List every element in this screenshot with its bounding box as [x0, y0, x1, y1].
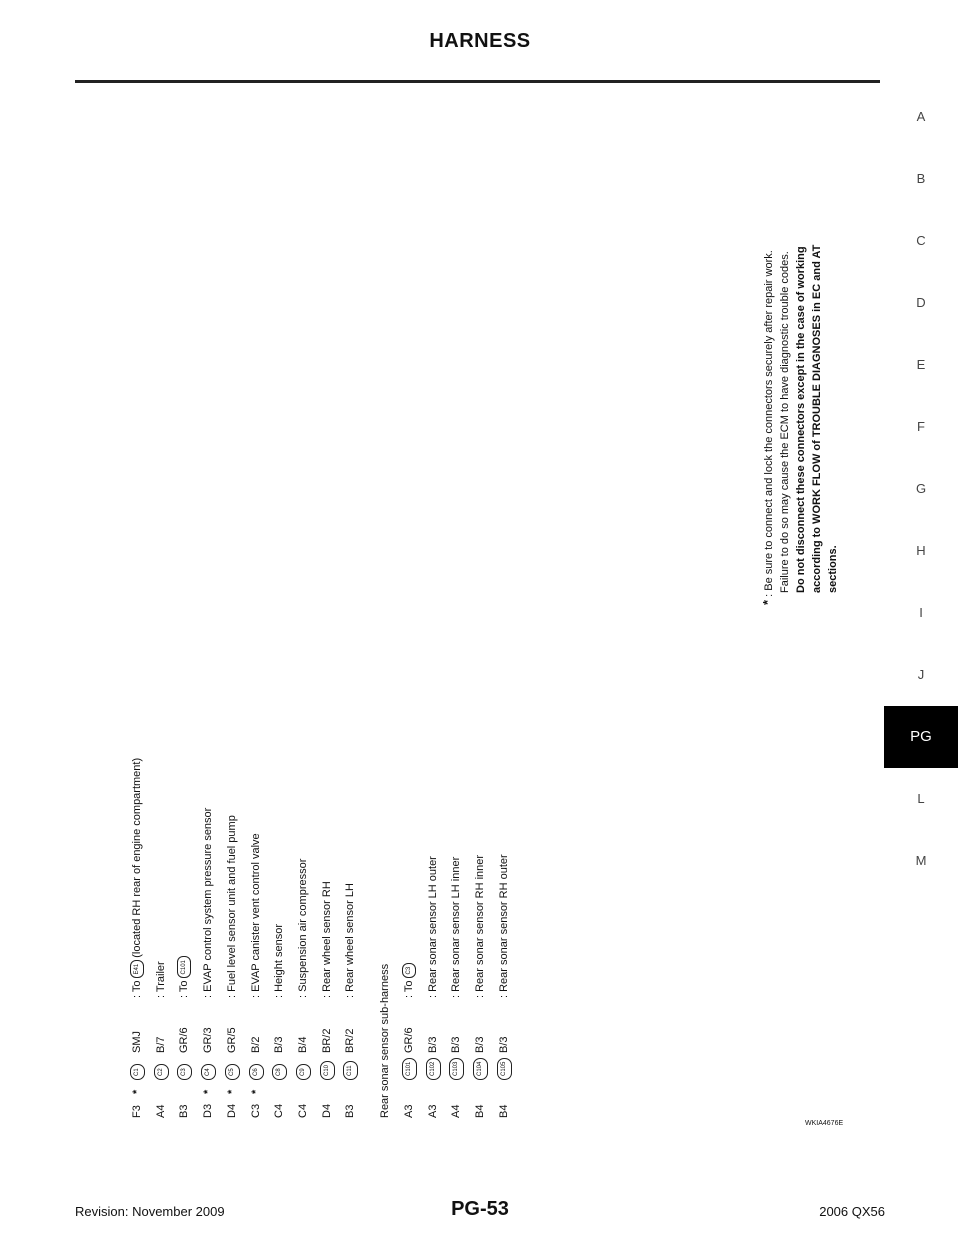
connector-description: [151, 961, 171, 998]
connector-color-pins: SMJ: [131, 1031, 143, 1053]
connector-color-pins: B/7: [154, 1036, 167, 1053]
grid-location: C4: [296, 1103, 309, 1118]
connector-color-pins: GR/5: [225, 1027, 238, 1053]
section-tab-f[interactable]: F: [917, 419, 925, 434]
connector-badge: C103: [449, 1058, 464, 1080]
description-text: : To: [131, 980, 143, 998]
connector-row: [222, 398, 242, 1118]
connector-color-pins: BR/2: [320, 1028, 333, 1053]
section-tab-l[interactable]: L: [917, 791, 925, 806]
section-tab-j[interactable]: J: [917, 667, 925, 682]
connector-warning-note: [760, 155, 860, 605]
connector-badge: C102: [426, 1058, 441, 1080]
note-line-4: according to WORK FLOW of TROUBLE DIAGNOSES in EC and AT: [811, 244, 823, 593]
figure-id: WKIA4676E: [805, 1120, 844, 1127]
grid-location: D4: [225, 1103, 238, 1118]
sub-harness-heading: Rear sonar sensor sub-harness: [379, 963, 391, 1118]
grid-location: D4: [320, 1103, 333, 1118]
connector-badge: C105: [497, 1058, 512, 1080]
connector-color-pins: GR/6: [403, 1027, 415, 1053]
page-title: HARNESS: [429, 30, 531, 52]
section-tab-pg[interactable]: PG: [884, 706, 958, 768]
description-text: : Rear sonar sensor RH inner: [474, 854, 487, 998]
note-line-3: Do not disconnect these connectors except in the case of working: [795, 246, 807, 593]
connector-badge: C3: [177, 1064, 192, 1080]
note-line-5: sections.: [827, 545, 839, 593]
connector-list: [125, 398, 525, 1118]
description-text: : Rear wheel sensor RH: [320, 881, 333, 998]
note-asterisk: *: [760, 599, 775, 605]
description-text: : Rear wheel sensor LH: [344, 883, 357, 998]
connector-color-pins: BR/2: [344, 1028, 357, 1053]
connector-description: [340, 883, 360, 998]
connector-color-pins: B/3: [474, 1036, 487, 1053]
section-tab-d[interactable]: D: [916, 295, 926, 310]
note-line-1: : Be sure to connect and lock the connectors securely after repair work.: [763, 250, 775, 597]
connector-row: [293, 398, 313, 1118]
connector-description: [470, 855, 490, 998]
description-text: : Rear sonar sensor LH inner: [450, 856, 463, 998]
footer-revision: Revision: November 2009: [75, 1204, 225, 1219]
footer-model: 2006 QX56: [819, 1204, 885, 1219]
connector-badge: C6: [249, 1064, 264, 1080]
connector-description: [399, 961, 419, 998]
connector-description: [293, 859, 313, 998]
connector-color-pins: B/3: [273, 1036, 286, 1053]
description-text: : EVAP canister vent control valve: [249, 833, 262, 998]
section-tab-a[interactable]: A: [916, 109, 926, 124]
sub-harness-row: [423, 398, 443, 1118]
section-tab-c[interactable]: C: [916, 233, 926, 248]
section-tab-i[interactable]: I: [919, 605, 923, 620]
connector-description: [317, 881, 337, 998]
grid-location: B4: [474, 1104, 487, 1118]
grid-location: F3: [131, 1105, 143, 1118]
section-tab-m[interactable]: M: [915, 853, 927, 868]
connector-color-pins: B/3: [497, 1036, 510, 1053]
connector-row: [246, 398, 266, 1118]
section-tab-h[interactable]: H: [916, 543, 926, 558]
grid-location: B4: [497, 1104, 510, 1118]
connector-description: [494, 854, 514, 998]
section-tab-e[interactable]: E: [916, 357, 926, 372]
connector-color-pins: B/3: [426, 1036, 439, 1053]
sub-harness-row: [494, 398, 514, 1118]
connector-row: [174, 398, 194, 1118]
connector-description: [423, 856, 443, 998]
connector-color-pins: B/2: [249, 1036, 262, 1053]
description-text: : EVAP control system pressure sensor: [202, 807, 215, 998]
connector-description: [269, 924, 289, 998]
connector-badge: C1: [130, 1064, 145, 1080]
section-index-tabs: [884, 86, 960, 876]
grid-location: A4: [154, 1104, 167, 1118]
sub-harness-row: [470, 398, 490, 1118]
caution-asterisk: *: [225, 1089, 238, 1094]
connector-reference-badge: C3: [402, 963, 416, 979]
description-suffix: (located RH rear of engine compartment): [131, 757, 143, 958]
connector-badge: C9: [296, 1064, 311, 1080]
connector-badge: C101: [402, 1058, 417, 1080]
connector-description: [127, 758, 147, 998]
connector-reference-badge: C101: [177, 956, 191, 978]
connector-badge: C5: [225, 1064, 240, 1080]
description-text: : Height sensor: [273, 924, 286, 998]
connector-color-pins: GR/3: [202, 1027, 215, 1053]
sub-harness-row: [399, 398, 419, 1118]
connector-color-pins: GR/6: [178, 1027, 191, 1053]
connector-reference-badge: E41: [130, 960, 144, 979]
connector-row: [151, 398, 171, 1118]
caution-asterisk: *: [131, 1089, 143, 1094]
connector-badge: C10: [320, 1061, 335, 1080]
header-divider: [75, 80, 880, 83]
connector-color-pins: B/4: [296, 1036, 309, 1053]
description-text: : Trailer: [154, 961, 167, 998]
connector-row: [317, 398, 337, 1118]
section-tab-b[interactable]: B: [916, 171, 926, 186]
grid-location: D3: [202, 1103, 215, 1118]
connector-badge: C11: [343, 1061, 358, 1080]
section-tab-g[interactable]: G: [915, 481, 927, 496]
connector-description: [446, 857, 466, 998]
sub-harness-row: [446, 398, 466, 1118]
connector-description: [174, 954, 194, 998]
connector-description: [222, 815, 242, 998]
page-number: PG-53: [451, 1198, 509, 1220]
caution-asterisk: *: [249, 1089, 262, 1094]
description-text: : Rear sonar sensor LH outer: [426, 856, 439, 998]
grid-location: C3: [249, 1103, 262, 1118]
grid-location: A3: [426, 1104, 439, 1118]
connector-row: [269, 398, 289, 1118]
connector-row: [198, 398, 218, 1118]
connector-description: [198, 808, 218, 998]
grid-location: B3: [344, 1104, 357, 1118]
grid-location: C4: [273, 1103, 286, 1118]
connector-badge: C4: [201, 1064, 216, 1080]
connector-description: [246, 833, 266, 998]
description-text: : Fuel level sensor unit and fuel pump: [225, 815, 238, 998]
description-text: : Rear sonar sensor RH outer: [497, 854, 510, 998]
grid-location: A3: [403, 1104, 415, 1118]
description-text: : Suspension air compressor: [296, 858, 309, 998]
description-text: : To: [403, 980, 415, 998]
connector-badge: C8: [272, 1064, 287, 1080]
note-line-2: Failure to do so may cause the ECM to have diagnostic trouble codes.: [779, 251, 791, 593]
connector-badge: C2: [154, 1064, 169, 1080]
connector-row: [340, 398, 360, 1118]
description-text: : To: [178, 980, 191, 998]
connector-color-pins: B/3: [450, 1036, 463, 1053]
grid-location: A4: [450, 1104, 463, 1118]
connector-badge: C104: [473, 1058, 488, 1080]
connector-row: [127, 398, 147, 1118]
caution-asterisk: *: [202, 1089, 215, 1094]
grid-location: B3: [178, 1104, 191, 1118]
